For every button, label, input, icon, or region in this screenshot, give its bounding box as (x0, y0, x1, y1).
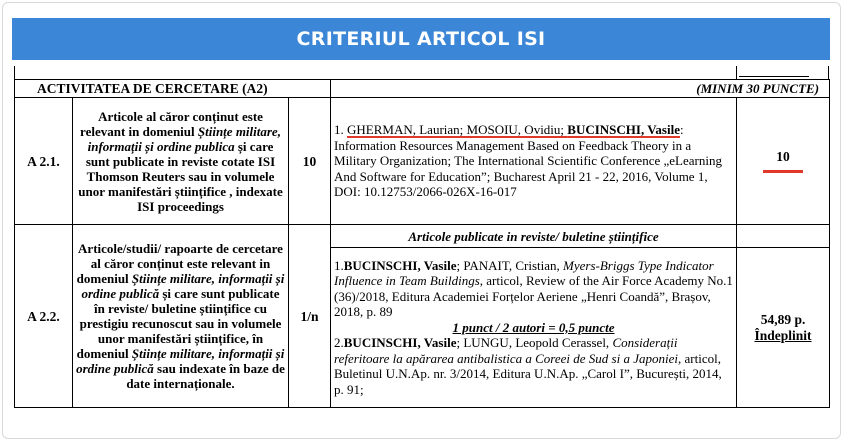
section-title: ACTIVITATEA DE CERCETARE (A2) (15, 80, 331, 98)
column-tick (736, 66, 737, 79)
title-banner (12, 18, 830, 60)
row-code: A 2.1. (15, 98, 73, 225)
reference-number: 2. (334, 335, 344, 351)
reference-title: Considerații referitoare la apărarea antibalistica a Coreei de Sud si a Japoniei (334, 335, 678, 366)
reference-coauthor: ; LUNGU, Leopold Cerassel, (456, 335, 613, 351)
criterion-part: și care sunt publicate in reviste cotate ISI Thomson Reuters sau in volumele unor manifestări științifice , indexate ISI proceedings (78, 138, 283, 214)
table-row-a21 (15, 98, 830, 225)
reference-title: Myers-Briggs Type Indicator Influence in Team Buildings (334, 257, 714, 289)
reference-author-bold: BUCINSCHI, Vasile (343, 257, 457, 273)
table-row-a22-header (15, 225, 830, 248)
reference-coauthor: ; PANAIT, Cristian, (456, 257, 564, 273)
reference-colon: : (679, 122, 684, 138)
reference-authors: GHERMAN, Laurian; MOSOIU, Ovidiu; (347, 122, 568, 138)
criterion-domain: Științe militare, informații și ordine publica (87, 123, 281, 154)
row-points: 10 (289, 98, 331, 225)
score-cell (737, 98, 830, 225)
section-minimum: (MINIM 30 PUNCTE) (331, 80, 830, 98)
reference-number: 1. (334, 257, 344, 273)
criterion-part: și care sunt publicate în reviste/ buletine științifice cu prestigiu recunoscut sau in volumele unor manifestări științifice, în domeniul (76, 286, 282, 361)
criterion-part: Articole al căror conținut este relevant in domeniul (80, 108, 263, 139)
status-label: Îndeplinit (754, 327, 812, 343)
criteria-table (14, 79, 830, 408)
publications-header: Articole publicate in reviste/ buletine științifice (331, 225, 737, 248)
empty-cell (737, 225, 830, 248)
reference-text: , articol, Review of the Air Force Academy No.1 (36)/2018, Editura Academiei Forțelor Aeriene „Henri Coandă”, Brașov, 2018, p. 89 (334, 273, 733, 320)
reference-item-2 (334, 335, 733, 397)
reference-author-bold: BUCINSCHI, Vasile (567, 122, 680, 138)
reference-number: 1. (334, 122, 348, 138)
banner-title: CRITERIUL ARTICOL ISI (296, 28, 546, 50)
reference-cell (331, 98, 737, 225)
row-score: 54,89 p. (760, 311, 806, 327)
score-highlight-mark (763, 170, 803, 173)
reference-text: Information Resources Management Based on Feedback Theory in a Military Organization; The International Scientific Conference „eLearning And Software for Education”; Bucharest April 21 - 22, 2016, Volume 1, DOI: 10.12753/2066-026X-16-017 (334, 137, 722, 200)
points-calculation: 1 punct / 2 autori = 0,5 puncte (452, 319, 615, 335)
reference-authors-highlight (347, 122, 680, 137)
criterion-part: sau indexate în baze de date internaționale. (126, 361, 285, 391)
reference-text: , articol, Buletinul U.N.Ap. nr. 3/2014, Editura U.N.Ap. „Carol I”, București, 2014, p. 91; (334, 350, 722, 397)
row-score: 10 (776, 149, 790, 164)
column-tick-line (739, 76, 809, 77)
reference-item-1 (334, 258, 733, 320)
reference-author-bold: BUCINSCHI, Vasile (343, 335, 457, 351)
table-top-edge (14, 66, 829, 79)
criterion-domain: Științe militare, informații și ordine publică (81, 271, 285, 301)
reference-cell (331, 248, 737, 408)
criterion-text (73, 98, 289, 225)
criterion-part: Articole/studii/ rapoarte de cercetare al căror conținut este relevant in domeniul (76, 241, 283, 286)
document-sheet (14, 66, 829, 436)
score-cell (737, 248, 830, 408)
section-header-row (15, 80, 830, 98)
row-code: A 2.2. (15, 225, 73, 408)
row-points: 1/n (289, 225, 331, 408)
criterion-text (73, 225, 289, 408)
criterion-domain: Științe militare, informații și ordine publică (76, 346, 285, 376)
